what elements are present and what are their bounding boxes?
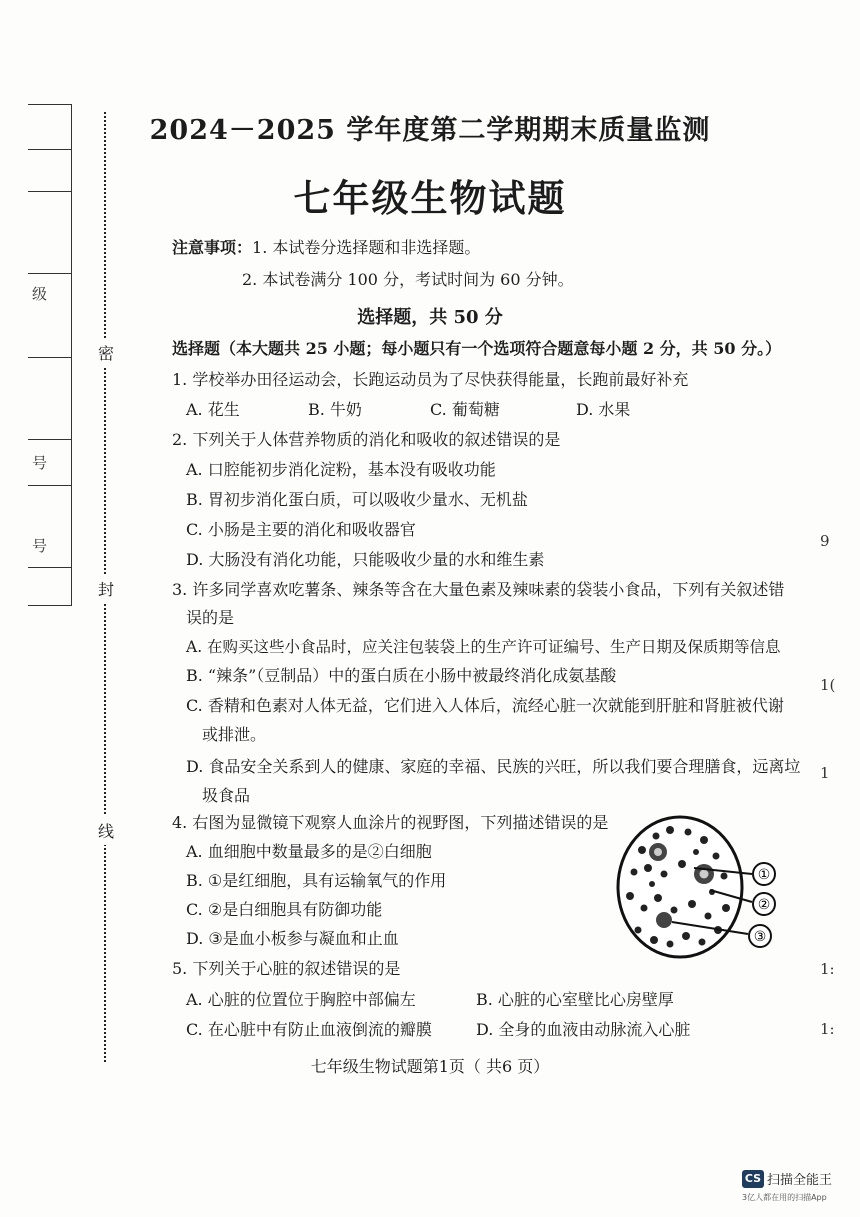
option: A. 在购买这些小食品时，应关注包装袋上的生产许可证编号、生产日期及保质期等信息 [186,638,781,656]
question-stem: 5. 下列关于心脏的叙述错误的是 [172,959,401,978]
notes-line-1 [172,238,480,258]
option: A. 心脏的位置位于胸腔中部偏左 [186,990,416,1009]
question-stem: 1. 学校举办田径运动会，长跑运动员为了尽快获得能量，长跑前最好补充 [172,370,689,389]
option: D. 大肠没有消化功能，只能吸收少量的水和维生素 [186,550,545,569]
edge-number: 1 [820,764,830,782]
info-field-label: 级 [32,285,48,303]
option: B. 心脏的心室壁比心房壁厚 [476,990,674,1009]
option: A. 花生 [186,400,240,419]
option: D. 全身的血液由动脉流入心脏 [476,1020,691,1039]
option-cont: 圾食品 [202,786,251,805]
info-divider [28,273,72,274]
option: C. 葡萄糖 [430,400,500,419]
option: B. 胃初步消化蛋白质，可以吸收少量水、无机盐 [186,490,528,509]
option: A. 血细胞中数量最多的是②白细胞 [186,842,432,861]
info-divider [28,149,72,150]
question-stem: 4. 右图为显微镜下观察人血涂片的视野图，下列描述错误的是 [172,813,609,832]
option: C. 香精和色素对人体无益，它们进入人体后，流经心脏一次就能到肝脏和肾脏被代谢 [186,696,784,715]
info-divider [28,357,72,358]
seal-char: 封 [98,574,114,603]
figure-label: ① [757,867,771,883]
blood-smear-figure [612,812,792,962]
option: D. 食品安全关系到人的健康、家庭的幸福、民族的兴旺，所以我们要合理膳食，远离垃 [186,757,801,776]
option: C. 在心脏中有防止血液倒流的瓣膜 [186,1020,432,1039]
option: B. ①是红细胞，具有运输氧气的作用 [186,871,447,890]
exam-header: 2024－2025 学年度第二学期期末质量监测 [149,115,711,146]
option: C. 小肠是主要的消化和吸收器官 [186,520,416,539]
seal-char: 密 [98,338,114,367]
info-field-label: 号 [32,454,48,472]
notes-item: 2. 本试卷满分 100 分，考试时间为 60 分钟。 [242,270,574,289]
info-divider [28,439,72,440]
edge-number: 1( [820,676,836,694]
figure-label: ② [757,897,771,913]
option: D. ③是血小板参与凝血和止血 [186,929,399,948]
watermark-subtitle: 3亿人都在用的扫描App [742,1193,827,1202]
seal-char: 线 [98,816,114,845]
option: A. 口腔能初步消化淀粉，基本没有吸收功能 [186,460,496,479]
option: B. 牛奶 [308,400,362,419]
info-divider [28,485,72,486]
edge-number: 1: [820,1020,835,1038]
camscanner-logo-icon: CS [742,1170,764,1188]
question-stem: 2. 下列关于人体营养物质的消化和吸收的叙述错误的是 [172,430,561,449]
notes-label: 注意事项： [172,238,253,257]
edge-number: 1: [820,960,835,978]
notes-item: 1. 本试卷分选择题和非选择题。 [252,238,481,257]
edge-number: 9 [820,532,830,550]
option: B. “辣条”（豆制品）中的蛋白质在小肠中被最终消化成氨基酸 [186,666,617,685]
question-stem-cont: 误的是 [186,608,235,627]
option-cont: 或排泄。 [202,725,267,744]
info-field-label: 号 [32,537,48,555]
option: D. 水果 [576,400,631,419]
figure-label: ③ [753,929,767,945]
section-instructions: 选择题（本大题共 25 小题；每小题只有一个选项符合题意每小题 2 分，共 50 分。） [172,339,782,358]
page-footer: 七年级生物试题第1页（ 共6 页） [310,1057,550,1076]
exam-title: 七年级生物试题 [293,176,567,220]
info-divider [28,567,72,568]
option: C. ②是白细胞具有防御功能 [186,900,383,919]
section-title: 选择题，共 50 分 [357,307,503,328]
scanner-watermark [742,1168,832,1188]
question-stem: 3. 许多同学喜欢吃薯条、辣条等含在大量色素及辣味素的袋装小食品，下列有关叙述错 [172,580,785,599]
watermark-name: 扫描全能王 [767,1173,833,1188]
